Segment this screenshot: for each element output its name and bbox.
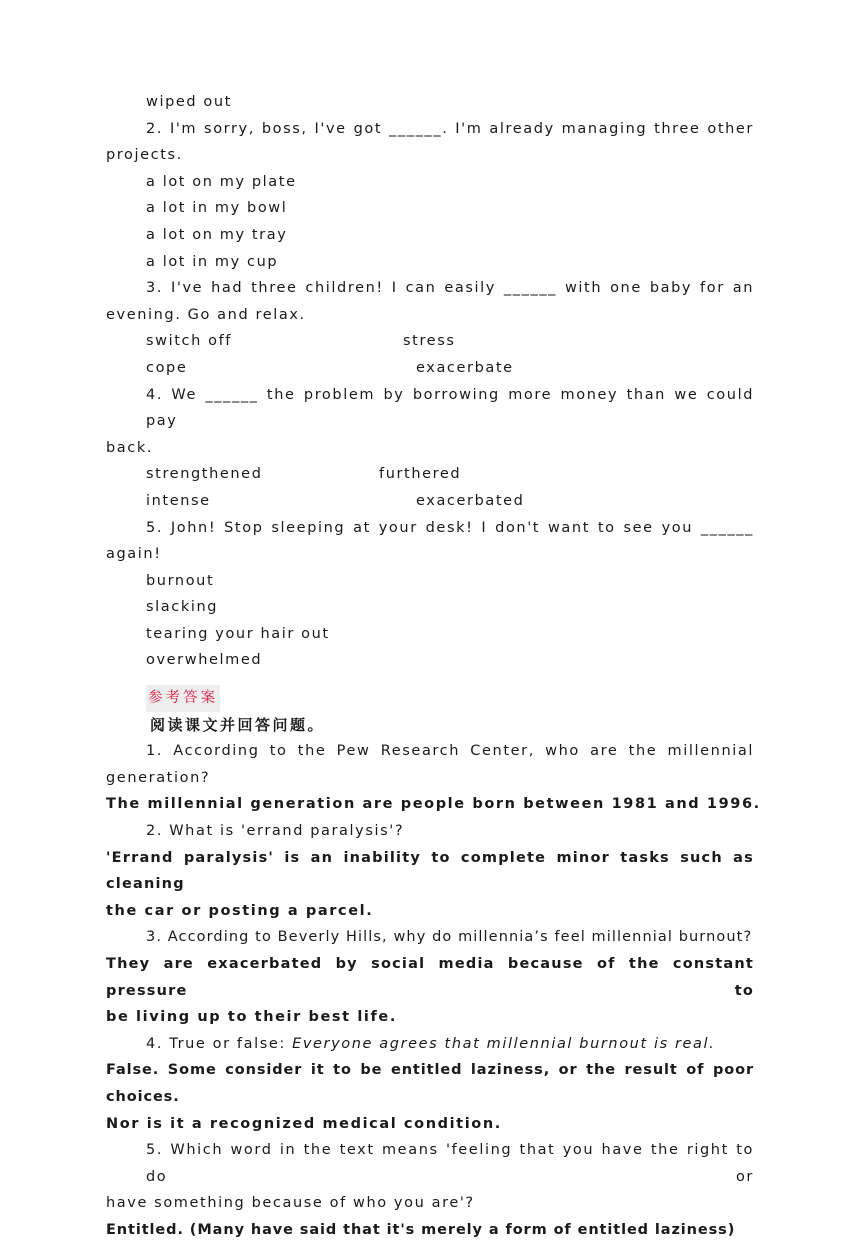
option-text: slacking bbox=[146, 599, 219, 616]
question-prefix: 4. True or false: bbox=[146, 1035, 293, 1052]
question-text: 2. What is 'errand paralysis'? bbox=[146, 823, 405, 840]
option-text: switch off bbox=[146, 333, 232, 350]
option-row bbox=[106, 328, 754, 355]
answer-text-continued: the car or posting a parcel. bbox=[106, 902, 374, 919]
answer-key-label: 参考答案 bbox=[146, 685, 220, 712]
answer-text-continued: be living up to their best life. bbox=[106, 1009, 397, 1026]
option-row bbox=[106, 461, 754, 488]
answer-text: Entitled. (Many have said that it's merely a form of entitled laziness) bbox=[106, 1221, 736, 1238]
answer-text: The millennial generation are people born between 1981 and 1996. bbox=[106, 796, 761, 813]
option-text: a lot in my cup bbox=[146, 253, 279, 270]
option-text: exacerbate bbox=[416, 359, 514, 376]
option-text: burnout bbox=[146, 572, 215, 589]
option-row bbox=[106, 488, 754, 515]
section-heading: 阅读课文并回答问题。 bbox=[150, 715, 326, 734]
question-text: 1. According to the Pew Research Center, who are the millennial bbox=[146, 743, 754, 760]
question-text-continued: have something because of who you are'? bbox=[106, 1195, 475, 1212]
question-text bbox=[106, 1031, 754, 1058]
answer-text: False. Some consider it to be entitled laziness, or the result of poor choices. bbox=[106, 1062, 754, 1105]
option-text: furthered bbox=[379, 466, 462, 483]
question-text-continued: projects. bbox=[106, 147, 183, 164]
question-text: 3. According to Beverly Hills, why do millennia’s feel millennial burnout? bbox=[146, 929, 753, 946]
option-text: stress bbox=[403, 333, 456, 350]
question-text-continued: back. bbox=[106, 439, 154, 456]
question-text-continued: generation? bbox=[106, 769, 211, 786]
answer-text: They are exacerbated by social media because of the constant pressure to bbox=[106, 956, 754, 999]
option-text: overwhelmed bbox=[146, 652, 263, 669]
option-text: a lot on my tray bbox=[146, 226, 288, 243]
option-text: a lot in my bowl bbox=[146, 200, 288, 217]
answer-key-label-row bbox=[106, 685, 754, 712]
question-text: 5. Which word in the text means 'feeling that you have the right to do or bbox=[146, 1142, 754, 1185]
question-text: 3. I've had three children! I can easily ______ with one baby for an bbox=[146, 280, 754, 297]
question-statement: Everyone agrees that millennial burnout is real. bbox=[292, 1035, 716, 1052]
answer-text-continued: Nor is it a recognized medical condition. bbox=[106, 1115, 502, 1132]
option-text: strengthened bbox=[146, 466, 263, 483]
question-text-continued: again! bbox=[106, 546, 162, 563]
question-text-continued: evening. Go and relax. bbox=[106, 306, 306, 323]
answer-text: 'Errand paralysis' is an inability to complete minor tasks such as cleaning bbox=[106, 849, 754, 893]
option-text: a lot on my plate bbox=[146, 173, 297, 190]
question-text: 2. I'm sorry, boss, I've got ______. I'm already managing three other bbox=[146, 120, 754, 137]
option-text: intense bbox=[146, 492, 211, 509]
option-text: tearing your hair out bbox=[146, 625, 330, 642]
option-text: cope bbox=[146, 359, 188, 376]
question-text: 4. We ______ the problem by borrowing more money than we could pay bbox=[146, 386, 754, 430]
option-text: exacerbated bbox=[416, 492, 525, 509]
option-row bbox=[106, 355, 754, 382]
option-text: wiped out bbox=[146, 94, 232, 110]
document-page bbox=[106, 89, 761, 1244]
question-text: 5. John! Stop sleeping at your desk! I don't want to see you ______ bbox=[146, 519, 754, 536]
